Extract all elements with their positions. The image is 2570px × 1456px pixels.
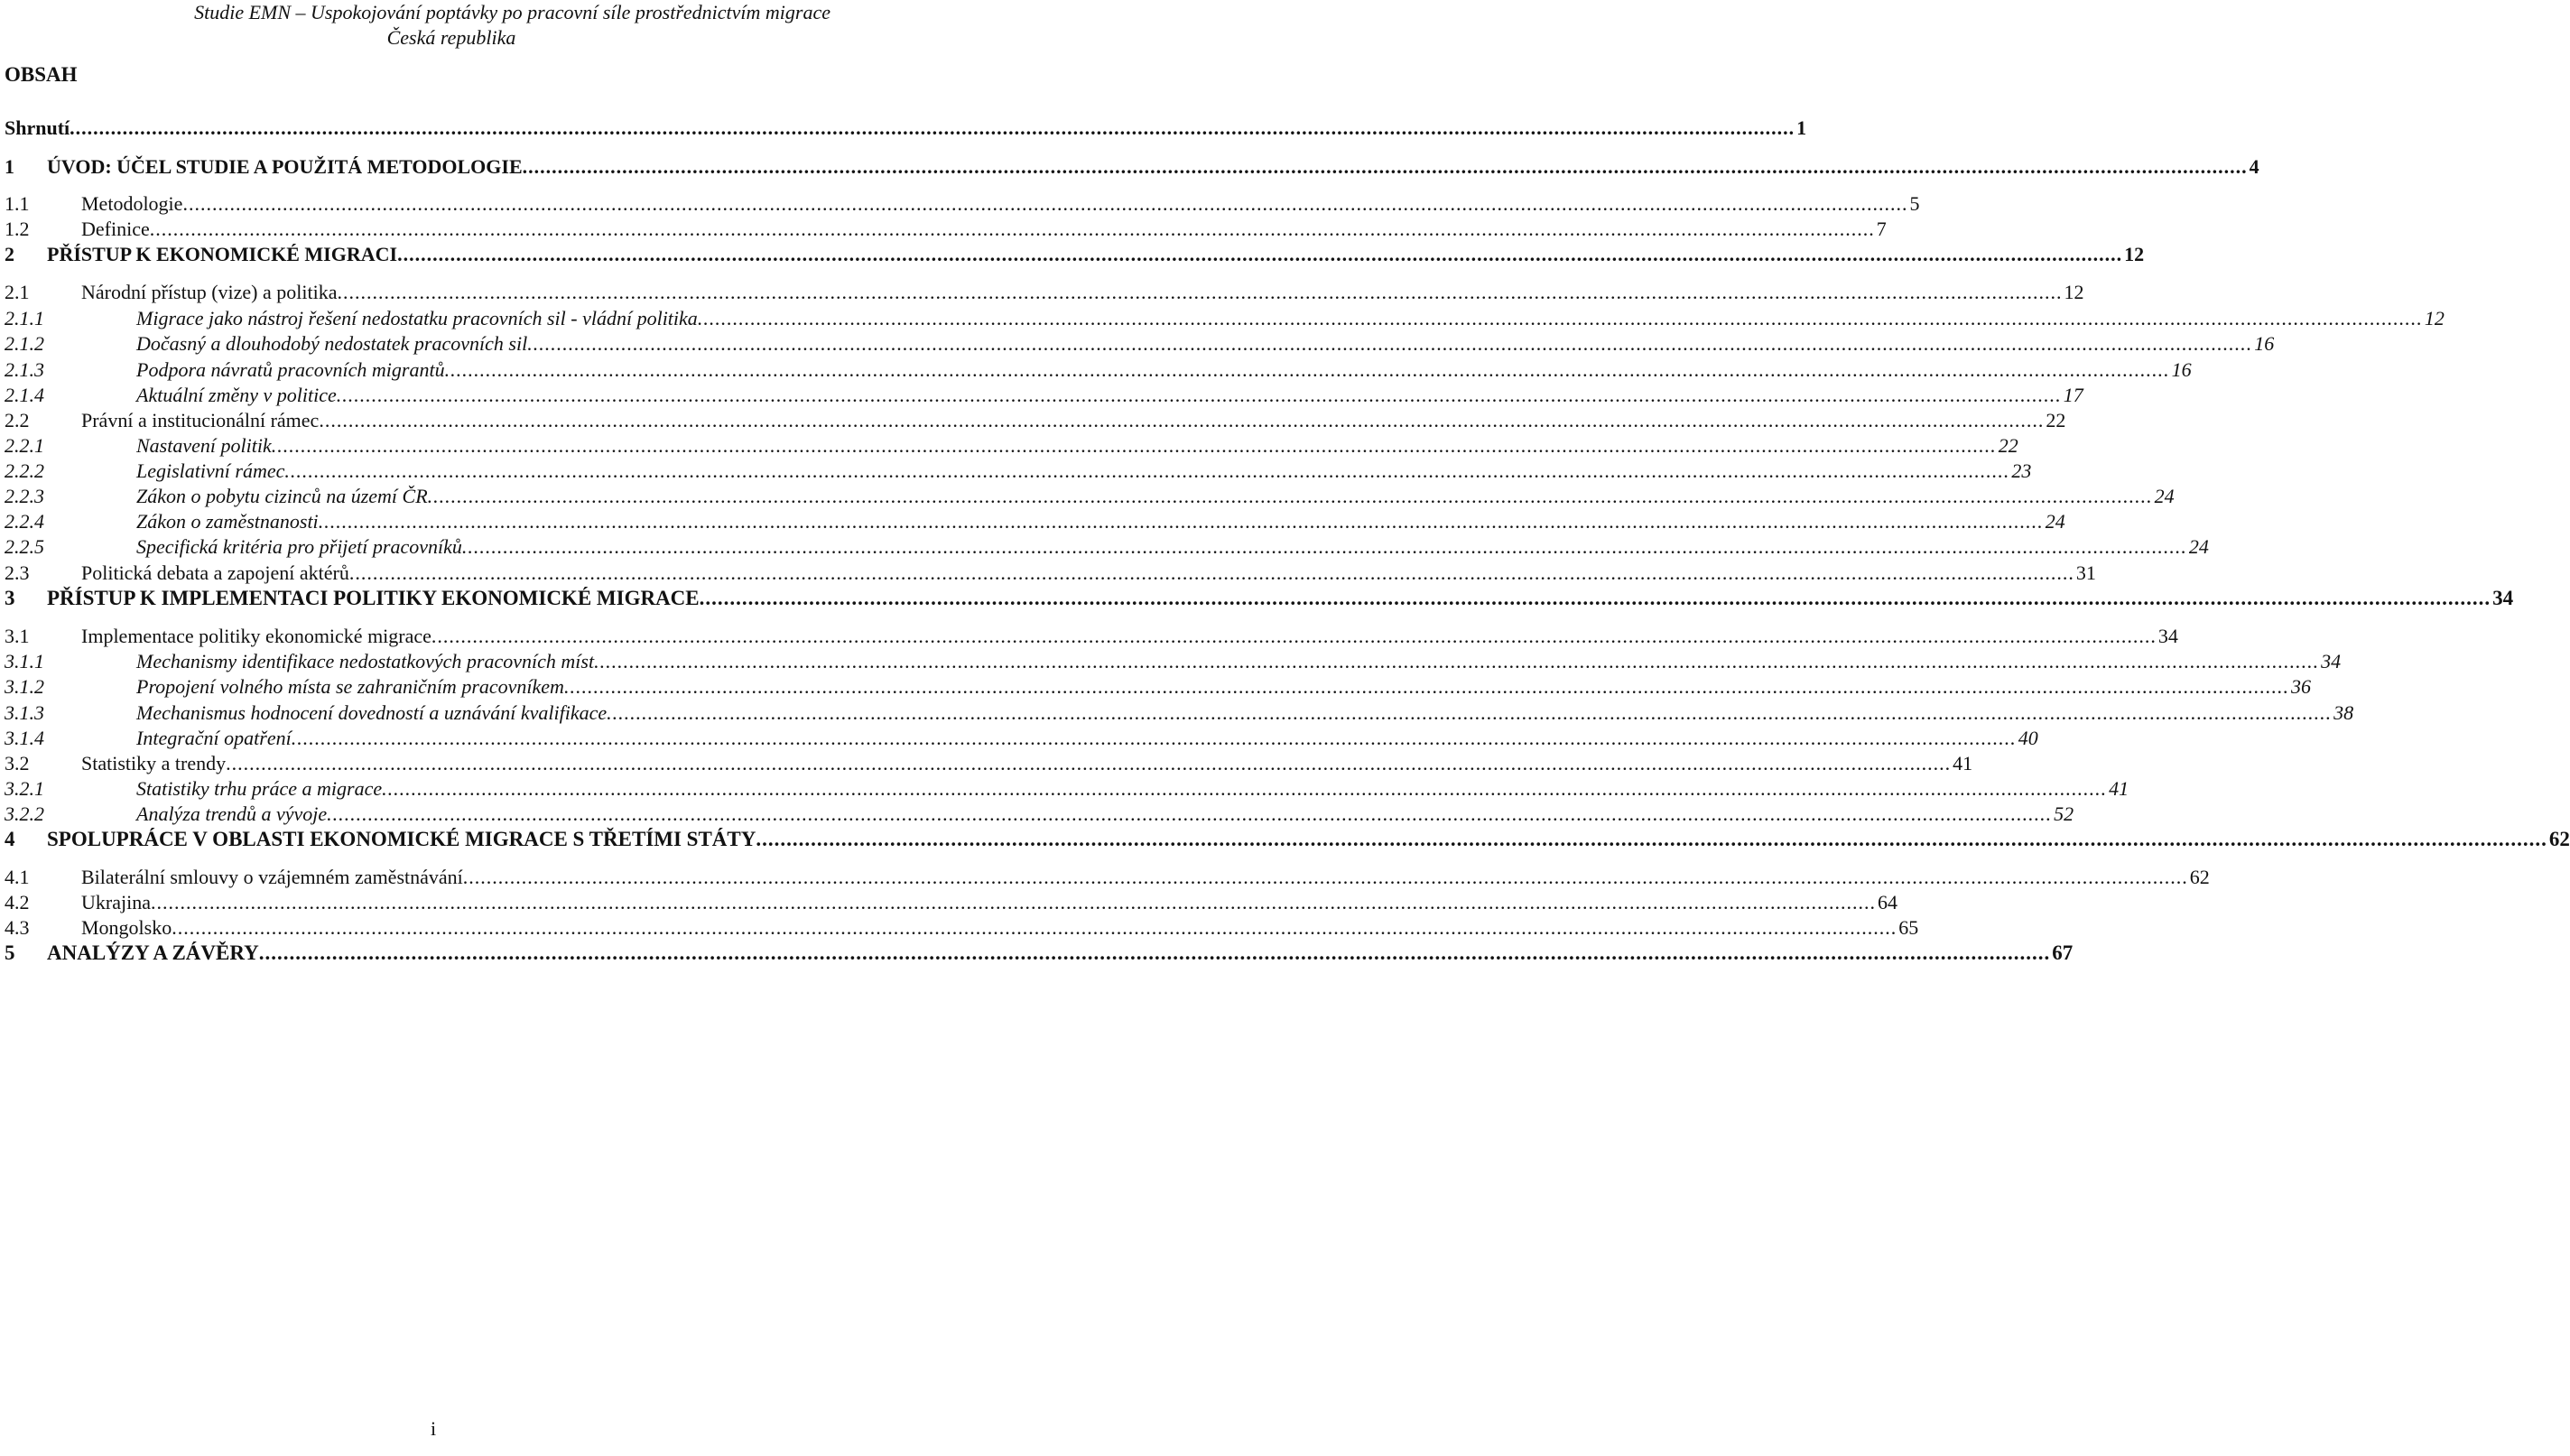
toc-leader <box>462 533 2187 561</box>
toc-leader <box>337 279 2062 306</box>
toc-entry-number: 2.2.5 <box>5 535 44 558</box>
toc-entry-number: 2.1.2 <box>5 332 44 355</box>
toc-entry[interactable] <box>5 432 2018 459</box>
toc-leader <box>284 458 2009 485</box>
toc-entry-number: 3.2 <box>5 752 30 774</box>
toc-entry-title: ANALÝZY A ZÁVĚRY <box>47 941 259 964</box>
toc-entry-number: 2.1.1 <box>5 307 44 329</box>
toc-entry-page: 62 <box>2548 828 2570 850</box>
toc-entry-number: 2.1 <box>5 281 30 303</box>
toc-leader <box>337 382 2062 409</box>
toc-entry-page: 12 <box>2124 243 2145 265</box>
toc-entry-title: Dočasný a dlouhodobý nedostatek pracovních sil <box>136 332 528 355</box>
toc-entry-page: 24 <box>2154 485 2175 507</box>
toc-entry-page: 31 <box>2075 561 2096 584</box>
toc-entry-page: 12 <box>2064 281 2084 303</box>
toc-entry-title: Zákon o pobytu cizinců na území ČR <box>136 485 428 507</box>
header-line-1: Studie EMN – Uspokojování poptávky po pracovní síle prostřednictvím migrace <box>194 1 830 23</box>
toc-leader <box>382 775 2107 802</box>
toc-entry-number: 3 <box>5 587 15 609</box>
toc-entry-title: Definice <box>81 218 150 240</box>
toc-entry-title: Právní a institucionální rámec <box>81 409 320 431</box>
toc-entry[interactable] <box>5 725 2038 752</box>
toc-entry-number: 4 <box>5 828 15 850</box>
toc-entry-page: 41 <box>1953 752 1973 774</box>
toc-leader <box>607 700 2332 727</box>
toc-entry-page: 16 <box>2254 332 2275 355</box>
toc-entry-title: Mechanismus hodnocení dovedností a uznávání kvalifikace <box>136 701 608 724</box>
toc-entry[interactable] <box>5 508 2065 535</box>
toc-leader <box>397 241 2122 268</box>
toc-entry[interactable] <box>5 673 2311 700</box>
toc-entry-title: Integrační opatření <box>136 727 292 749</box>
toc-entry-number: 1.1 <box>5 192 30 215</box>
toc-entry-title: Metodologie <box>81 192 183 215</box>
toc-entry-title: Statistiky a trendy <box>81 752 227 774</box>
toc-entry-title: ÚVOD: ÚČEL STUDIE A POUŽITÁ METODOLOGIE <box>47 155 523 178</box>
toc-entry-number: 4.2 <box>5 891 30 913</box>
toc-entry-title: Politická debata a zapojení aktérů <box>81 561 349 584</box>
toc-leader <box>698 305 2423 332</box>
toc-entry-page: 23 <box>2011 459 2032 482</box>
toc-leader <box>523 153 2248 181</box>
toc-leader <box>527 330 2252 357</box>
toc-leader <box>756 826 2547 853</box>
toc-entry[interactable] <box>5 940 2074 967</box>
toc-entry-title: Mechanismy identifikace nedostatkových pracovních míst <box>136 650 595 672</box>
toc-leader <box>172 914 1897 941</box>
toc-entry-page: 5 <box>1909 192 1920 215</box>
toc-entry-page: 38 <box>2333 701 2354 724</box>
toc-entry-number: 1.2 <box>5 218 30 240</box>
toc-leader <box>445 357 2170 384</box>
toc-entry[interactable] <box>5 190 1920 218</box>
toc-entry-title: Podpora návratů pracovních migrantů <box>136 358 445 381</box>
toc-entry[interactable] <box>5 241 2145 268</box>
toc-entry-title: PŘÍSTUP K EKONOMICKÉ MIGRACI <box>47 243 398 265</box>
toc-leader <box>564 673 2289 700</box>
toc-entry-page: 41 <box>2109 777 2129 800</box>
toc-leader <box>272 432 1997 459</box>
toc-entry-number: 3.2.2 <box>5 802 44 825</box>
toc-entry[interactable] <box>5 801 2074 828</box>
toc-leader <box>182 190 1907 218</box>
toc-entry-number: 2.2 <box>5 409 30 431</box>
toc-entry-number: 3.1.3 <box>5 701 44 724</box>
toc-entry-number: 3.1.4 <box>5 727 44 749</box>
toc-entry-page: 34 <box>2321 650 2342 672</box>
toc-entry-title: PŘÍSTUP K IMPLEMENTACI POLITIKY EKONOMICKÉ MIGRACE <box>47 587 700 609</box>
toc-leader <box>349 560 2074 587</box>
toc-entry-number: 2.2.1 <box>5 434 44 457</box>
toc-entry[interactable] <box>5 623 2178 650</box>
toc-entry-title: Národní přístup (vize) a politika <box>81 281 338 303</box>
header-line-2: Česká republika <box>386 26 516 49</box>
toc-entry-title: Propojení volného místa se zahraničním pracovníkem <box>136 675 564 698</box>
toc-entry-title: SPOLUPRÁCE V OBLASTI EKONOMICKÉ MIGRACE S TŘETÍMI STÁTY <box>47 828 756 850</box>
toc-entry[interactable] <box>5 750 1973 777</box>
toc-leader <box>319 407 2044 434</box>
toc-entry-title: Nastavení politik <box>136 434 272 457</box>
toc-title: OBSAH <box>5 63 78 86</box>
toc-entry[interactable] <box>5 560 2096 587</box>
toc-entry-title: Implementace politiky ekonomické migrace <box>81 625 431 647</box>
toc-entry[interactable] <box>5 914 1919 941</box>
toc-leader <box>428 483 2153 510</box>
toc-entry-page: 24 <box>2188 535 2209 558</box>
toc-entry-page: 7 <box>1876 218 1887 240</box>
toc-entry-page: 22 <box>1998 434 2018 457</box>
toc-entry-page: 62 <box>2189 866 2210 888</box>
toc-leader <box>431 623 2157 650</box>
toc-entry[interactable] <box>5 115 1807 142</box>
toc-entry-number: 2.1.4 <box>5 384 44 406</box>
toc-leader <box>327 801 2052 828</box>
toc-entry[interactable] <box>5 279 2084 306</box>
toc-entry[interactable] <box>5 458 2032 485</box>
toc-entry-number: 2.2.2 <box>5 459 44 482</box>
toc-entry[interactable] <box>5 357 2192 384</box>
toc-entry[interactable] <box>5 216 1887 243</box>
toc-entry-page: 64 <box>1877 891 1897 913</box>
toc-entry-page: 16 <box>2171 358 2192 381</box>
toc-entry-title: Statistiky trhu práce a migrace <box>136 777 383 800</box>
toc-entry-number: 3.1 <box>5 625 30 647</box>
toc-entry[interactable] <box>5 382 2083 409</box>
toc-leader <box>319 508 2044 535</box>
toc-entry-number: 2 <box>5 243 14 265</box>
toc-entry-title: Analýza trendů a vývoje <box>136 802 328 825</box>
toc-entry-title: Specifická kritéria pro přijetí pracovníků <box>136 535 462 558</box>
toc-entry-page: 67 <box>2052 941 2074 964</box>
toc-entry-number: 2.2.3 <box>5 485 44 507</box>
toc-entry[interactable] <box>5 483 2175 510</box>
toc-entry-page: 17 <box>2063 384 2083 406</box>
toc-entry-title: Mongolsko <box>81 916 172 939</box>
toc-entry[interactable] <box>5 305 2445 332</box>
toc-entry[interactable] <box>5 700 2354 727</box>
toc-entry-number: 4.3 <box>5 916 30 939</box>
toc-entry-number: 5 <box>5 941 15 964</box>
toc-entry-number: 2.2.4 <box>5 510 44 533</box>
toc-leader <box>150 216 1875 243</box>
page-number: i <box>430 1417 437 1440</box>
toc-entry-title: Legislativní rámec <box>136 459 285 482</box>
toc-entry-number: 3.1.2 <box>5 675 44 698</box>
toc-entry[interactable] <box>5 407 2066 434</box>
toc-entry-page: 24 <box>2045 510 2065 533</box>
toc-entry-page: 65 <box>1898 916 1919 939</box>
toc-entry-page: 22 <box>2046 409 2066 431</box>
toc-leader <box>151 889 1876 916</box>
toc-entry-page: 34 <box>2157 625 2178 647</box>
toc-entry[interactable] <box>5 775 2129 802</box>
toc-leader <box>226 750 1951 777</box>
toc-entry-page: 12 <box>2424 307 2445 329</box>
toc-leader <box>594 648 2319 675</box>
toc-entry[interactable] <box>5 330 2275 357</box>
toc-leader <box>463 864 2188 891</box>
toc-entry[interactable] <box>5 889 1897 916</box>
toc-entry-page: 34 <box>2492 587 2514 609</box>
toc-entry-title: Ukrajina <box>81 891 151 913</box>
toc-entry[interactable] <box>5 864 2210 891</box>
toc-entry-number: 2.1.3 <box>5 358 44 381</box>
toc-entry-number: 3.2.1 <box>5 777 44 800</box>
toc-entry[interactable] <box>5 153 2259 181</box>
toc-entry-page: 52 <box>2054 802 2074 825</box>
toc-leader <box>700 585 2491 612</box>
toc-entry[interactable] <box>5 826 2570 853</box>
toc-entry-title: Zákon o zaměstnanosti <box>136 510 319 533</box>
toc-entry-page: 36 <box>2290 675 2311 698</box>
toc-entry[interactable] <box>5 533 2209 561</box>
toc-entry[interactable] <box>5 585 2514 612</box>
toc-leader <box>292 725 2017 752</box>
toc-leader <box>70 115 1795 142</box>
toc-entry[interactable] <box>5 648 2342 675</box>
toc-entry-title: Bilaterální smlouvy o vzájemném zaměstnávání <box>81 866 463 888</box>
toc-entry-number: 2.3 <box>5 561 30 584</box>
toc-entry-number: 3.1.1 <box>5 650 44 672</box>
toc-leader <box>259 940 2051 967</box>
toc-entry-number: 1 <box>5 155 14 178</box>
toc-entry-title: Shrnutí <box>5 116 70 139</box>
toc-entry-page: 4 <box>2249 155 2259 178</box>
toc-entry-title: Migrace jako nástroj řešení nedostatku pracovních sil - vládní politika <box>136 307 698 329</box>
toc-entry-page: 40 <box>2018 727 2038 749</box>
toc-entry-title: Aktuální změny v politice <box>136 384 337 406</box>
toc-entry-page: 1 <box>1796 116 1807 139</box>
toc-entry-number: 4.1 <box>5 866 30 888</box>
